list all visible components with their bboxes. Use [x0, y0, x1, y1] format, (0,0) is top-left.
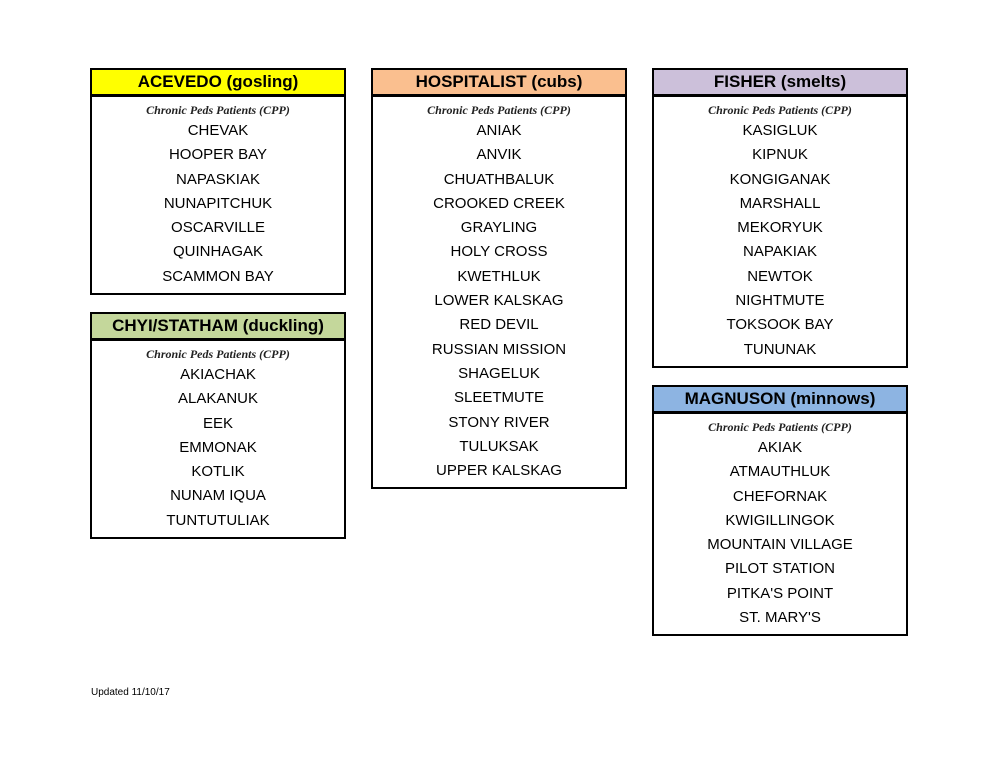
village-item: SLEETMUTE: [453, 389, 544, 407]
group-hospitalist: [371, 68, 627, 489]
village-item: EMMONAK: [179, 438, 257, 456]
village-item: KWETHLUK: [457, 267, 541, 285]
village-item: SHAGELUK: [458, 364, 540, 382]
village-item: TOKSOOK BAY: [726, 316, 834, 334]
village-item: KWIGILLINGOK: [725, 511, 835, 529]
village-item: HOLY CROSS: [450, 243, 548, 261]
village-item: LOWER KALSKAG: [434, 292, 564, 310]
village-item: GRAYLING: [460, 219, 538, 237]
group-acevedo: [90, 68, 346, 295]
village-item: NEWTOK: [747, 267, 813, 285]
village-item: PITKA'S POINT: [726, 584, 834, 602]
village-item: HOOPER BAY: [168, 146, 268, 164]
village-item: KONGIGANAK: [729, 170, 831, 188]
group-header: FISHER (smelts): [654, 70, 906, 97]
village-item: ST. MARY'S: [739, 609, 821, 627]
group-magnuson: [652, 385, 908, 636]
group-fisher: [652, 68, 908, 368]
village-item: EEK: [202, 414, 233, 432]
village-item: AKIAK: [757, 439, 803, 456]
village-item: TULUKSAK: [459, 437, 539, 455]
village-item: NAPAKIAK: [743, 243, 817, 261]
group-chyi-statham: [90, 312, 346, 539]
village-item: ATMAUTHLUK: [729, 463, 831, 481]
village-item: KOTLIK: [191, 463, 245, 481]
group-header: CHYI/STATHAM (duckling): [92, 314, 344, 341]
group-subtitle: Chronic Peds Patients (CPP): [146, 347, 290, 361]
village-item: AKIACHAK: [180, 366, 256, 383]
village-item: NAPASKIAK: [176, 170, 260, 188]
village-item: STONY RIVER: [448, 413, 550, 431]
village-item: SCAMMON BAY: [162, 267, 274, 285]
village-item: QUINHAGAK: [172, 243, 263, 261]
village-item: MEKORYUK: [737, 219, 823, 237]
group-header: HOSPITALIST (cubs): [373, 70, 625, 97]
updated-date: Updated 11/10/17: [91, 687, 170, 698]
village-item: OSCARVILLE: [171, 219, 265, 237]
group-subtitle: Chronic Peds Patients (CPP): [146, 103, 290, 117]
village-item: NUNAM IQUA: [170, 487, 266, 505]
village-item: MARSHALL: [739, 194, 821, 212]
group-subtitle: Chronic Peds Patients (CPP): [708, 420, 852, 434]
village-item: NIGHTMUTE: [735, 292, 825, 310]
village-item: CHUATHBALUK: [443, 170, 555, 188]
group-subtitle: Chronic Peds Patients (CPP): [708, 103, 852, 117]
group-subtitle: Chronic Peds Patients (CPP): [427, 103, 571, 117]
group-header: ACEVEDO (gosling): [92, 70, 344, 97]
village-item: ALAKANUK: [177, 390, 259, 408]
village-item: MOUNTAIN VILLAGE: [707, 536, 853, 554]
village-item: TUNTUTULIAK: [166, 511, 270, 529]
village-item: KIPNUK: [752, 146, 808, 164]
village-item: CHEVAK: [187, 122, 249, 139]
village-item: CROOKED CREEK: [433, 194, 565, 212]
village-item: PILOT STATION: [724, 560, 836, 578]
village-item: RUSSIAN MISSION: [431, 340, 567, 358]
village-item: ANIAK: [476, 122, 522, 139]
village-item: KASIGLUK: [742, 122, 818, 139]
group-header: MAGNUSON (minnows): [654, 387, 906, 414]
village-item: NUNAPITCHUK: [163, 194, 273, 212]
village-item: RED DEVIL: [459, 316, 539, 334]
village-item: UPPER KALSKAG: [436, 462, 562, 480]
village-item: ANVIK: [476, 146, 522, 164]
village-item: TUNUNAK: [743, 340, 817, 358]
village-item: CHEFORNAK: [732, 487, 828, 505]
